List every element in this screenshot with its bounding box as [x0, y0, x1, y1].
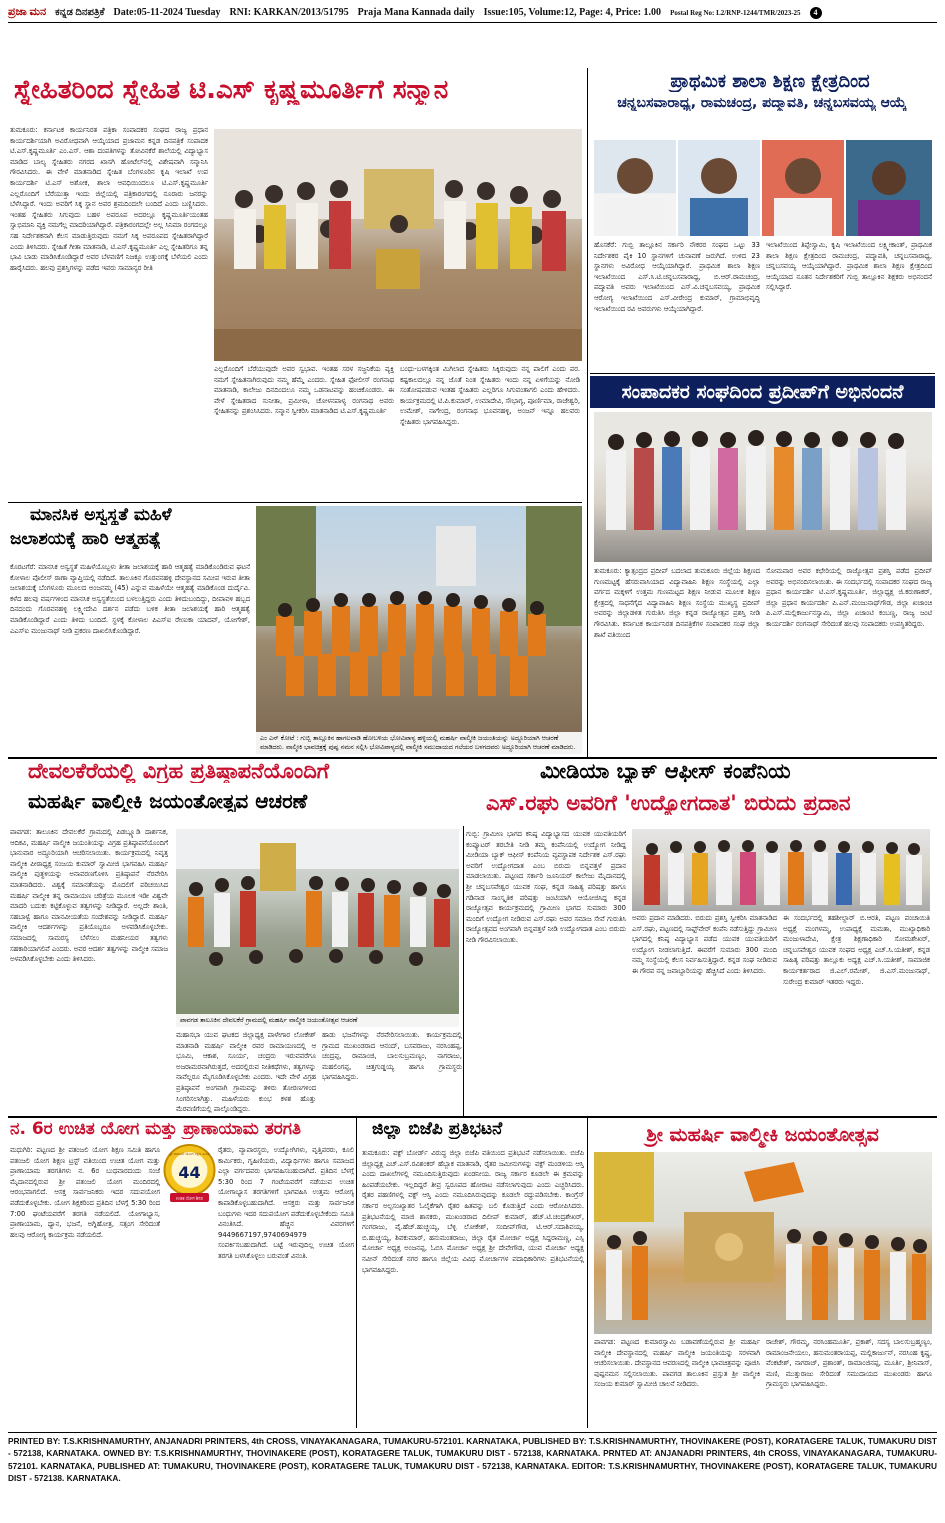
story6-col2: ಅವರು ಪ್ರದಾನ ಮಾಡಿದರು. ಬಿರುದು ಪ್ರಶಸ್ತಿ ಸ್ವೀಕರಿಸಿ ಮಾತನಾಡಿದ ಎಸ್.ರಘು, ಪಟ್ಟಣದಲ್ಲಿ ಸಾಫ್ಟ್‌ವೇರ್ ಕಂಪೆನಿ ನಡೆಸುತ್ತಿದ್ದು ಗ್ರಾಮೀಣ ಭಾಗದಲ್ಲಿ ಕನಿಷ್ಠ ವಿದ್ಯಾಭ್ಯಾಸ ಪಡೆದ ಯುವಕ ಯುವತಿಯರಿಗೆ ಉದ್ಯೋಗ ನೀಡಲಾಗುತ್ತಿದೆ. ಈವರೆಗೆ ಸುಮಾರು 300 ಮಂದಿ ನಮ್ಮ ಸಂಸ್ಥೆಯಲ್ಲಿ ಕೆಲಸ ನಿರ್ವಹಿಸುತ್ತಿದ್ದಾರೆ. ಕನ್ನಡ ಸಂಘ ನೀಡಿರುವ ಈ ಗೌರವ ನನ್ನ ಜವಾಬ್ದಾರಿಯನ್ನು ಹೆಚ್ಚಿಸಿದೆ ಎಂದು ತಿಳಿಸಿದರು. [632, 914, 777, 975]
story3-subhead: ಚನ್ನಬಸವಾರಾಧ್ಯ, ರಾಮಚಂದ್ರ, ಪದ್ಮಾವತಿ, ಚನ್ನಬಸವಯ್ಯ ಆಯ್ಕೆ [617, 96, 907, 111]
story5-photo-group [176, 829, 459, 1027]
story1-col1: ತುಮಕೂರು: ಕರ್ನಾಟಕ ಕಾರ್ಯನಿರತ ಪತ್ರಿಕಾ ಸಂಪಾದಕರ ಸಂಘದ ರಾಜ್ಯ ಪ್ರಧಾನ ಕಾರ್ಯದರ್ಶಿಯಾಗಿ ಅವಿರೋಧವಾಗಿ ಆಯ್ಕೆಯಾದ ಪ್ರಜಾಮನ ಕನ್ನಡ ದಿನಪತ್ರಿಕೆ ಸಂಪಾದಕ ಟಿ.ಎಸ್.ಕೃಷ್ಣಮೂರ್ತಿ ಎಂ.ಎಸ್. ಆಶಾ ದಂಪತಿಗಳನ್ನು ತೋವಿನಕೆರೆ ಶಾಲೆಯಲ್ಲಿ ವಿದ್ಯಾಭ್ಯಾಸ ಮಾಡಿದ ಬಾಲ್ಯ ಸ್ನೇಹಿತರು ನಗರದ ಖಾಸಗಿ ಹೋಟೆಲ್‌ನಲ್ಲಿ ವಿಶೇಷವಾಗಿ ಸನ್ಮಾನಿಸಿ ಗೌರವಿಸಿದರು. ಈ ವೇಳೆ ಮಾತನಾಡಿದ ಸ್ನೇಹಿತ ಬೆಂಗಳೂರಿನ ಕೃಷಿ ಇಲಾಖೆ ಉಪ ಕಾರ್ಯದರ್ಶಿ ಟಿ.ಎಸ್ ಅಶೋಕ, ಶಾಲಾ ಆವಧಿಯಿಂದಲೂ ಟಿ.ಎಸ್.ಕೃಷ್ಣಮೂರ್ತಿ ಎಲ್ಲರೊಂದಿಗೆ ಬೆರೆಯುತ್ತಾ ಇಂದು ಜಿಲ್ಲೆಯಲ್ಲಿ ಪತ್ರಿಕಾರಂಗದಲ್ಲಿ ನೂರಾರು ಜನರನ್ನು ಬೆಳೆಸಿದ್ದಾರೆ. ಇಂದು ಅವರಿಗೆ ಸಿಕ್ಕ ಸ್ಥಾನ ಅವರ ಶ್ರಮದಿಂದಲೇ ಬಂದಿದೆ ಎಂದು ಬಣ್ಣಿಸಿದರು. ಇಂತಹ ಸ್ನೇಹಿತರು ಸಿಗುವುದು ಬಹಳ ಅಪರೂಪ ಅದರಲ್ಲೂ ಕೃಷ್ಣಮೂರ್ತಿಯಂತಹ ಸ್ವಾಭಿಮಾನಿ ವ್ಯಕ್ತಿ ನಮಗೆಲ್ಲ ಮಾದರಿಯಾಗಿದ್ದಾರೆ. ಪತ್ರಿಕಾರಂಗದಲ್ಲೇ ಅಲ್ಲ ಸಿನಿಮಾ ರಂಗದಲ್ಲೂ ಸಹ ನಿರ್ದೇಶಕನಾಗಿ ಕೆಲಸ ಮಾಡುತ್ತಿರುವುದು ನಮಗೆ ಸಿಕ್ಕ ಅಪರೂಪದ ಸ್ನೇಹಿತರಾಗಿದ್ದಾರೆ ಎಂದು ತಿಳಿಸಿದರು. ಸ್ನೇಹಿತೆ ಗೀತಾ ಮಾತನಾಡಿ, ಟಿ.ಎಸ್.ಕೃಷ್ಣಮೂರ್ತಿ ಎಲ್ಲ ಸ್ನೇಹಿತರಿಗೂ ತನ್ನ ಭಾವಿ ಬಾಡು ಮಾಡಿಸಿಕೊಂಡಿದ್ದಾರೆ ಅವರ ಬೆಳವಣಿಗೆ ನಿಜಕ್ಕೂ ಉತ್ತುಂಗಕ್ಕೆ ಬೆಳೆಯಲಿ ಎಂದು ಹಾರೈಸಿದರು. ಹಲವು ಪ್ರಶಸ್ತಿಗಳನ್ನು ಪಡೆದ ಇವರು ಸಾಮಾನ್ಯರ ರೀತಿ [10, 126, 208, 272]
valmiki-rally-caption: ಎಂ ಎನ್ ಕೋಟೆ : ಗುಬ್ಬಿ ತಾಲ್ಲೂಕಿನ ಹಾಗಲವಾಡಿ ಹೋಬಳಿಯ ಭೋವಿಪಾಳ್ಯ ಹಳ್ಳಿಯಲ್ಲಿ ಮಹರ್ಷಿ ವಾಲ್ಮೀಕಿ ಜಯಂತಿಯನ್ನು ಅದ್ದೂರಿಯಾಗಿ ಆಚರಣೆ ಮಾಡಿದರು. ವಾಲ್ಮೀಕಿ ಭಾವಚಿತ್ರಕ್ಕೆ ಪುಷ್ಪ ನಮನ ಸಲ್ಲಿಸಿ ಭೋವಿಪಾಳ್ಯದಲ್ಲಿ ವಾಲ್ಮೀಕಿ ಸಮುದಾಯದ ಗಲೆಯರ ಬಳಗದವರು ಅದ್ದೂರಿಯಾಗಿ ಆಚರಣೆ ಮಾಡಿದರು. [256, 732, 582, 754]
badge-number: 44 [178, 1163, 201, 1182]
paper-name: Praja Mana Kannada daily [357, 7, 475, 18]
story9-headline: ಶ್ರೀ ಮಹರ್ಷಿ ವಾಲ್ಮೀಕಿ ಜಯಂತೋತ್ಸವ [590, 1120, 935, 1150]
story1-col2: ಎಲ್ಲರೊಂದಿಗೆ ಬೆರೆಯುವುದೇ ಅವರ ಸ್ವಭಾವ. ಇಂತಹ ಸರಳ ಸಜ್ಜನಿಕೆಯ ವ್ಯಕ್ತಿ ನಮಗೆ ಸ್ನೇಹಿತನಾಗಿರುವುದು ನಮ್ಮ ಹೆಮ್ಮೆ ಎಂದರು. ಸ್ನೇಹಿತ ಫೋಲೀಸ್ ರಂಗನಾಥ ಮಾತನಾಡಿ, ಕಾಲೇಜು ದಿನದಿಂದಲೂ ನಮ್ಮ ಒಡನಾಟವನ್ನು ಹಂಚಿಕೊಂಡರು. ಈ ವೇಳೆ ಸ್ನೇಹಿತರಾದ ಸುನೀತಾ, ಪ್ರಮೀಳಾ, ಚೋಳನಪಾಳ್ಯ ರಂಗನಾಥ ಅವರು ಸ್ನೇಹಿತನನ್ನು ಪ್ರಶಂಸಿಸಿದರು. ಸನ್ಮಾನ ಸ್ವೀಕರಿಸಿ ಮಾತನಾಡಿದ ಟಿ.ಎಸ್.ಕೃಷ್ಣಮೂರ್ತಿ [214, 365, 394, 416]
story6-photo [632, 829, 930, 911]
story2-headline-2: ಜಲಾಶಯಕ್ಕೆ ಹಾರಿ ಆತ್ಮಹತ್ಯೆ [10, 530, 161, 549]
story5-headline-2: ಮಹರ್ಷಿ ವಾಲ್ಮೀಕಿ ಜಯಂತೋತ್ಸವ ಆಚರಣೆ [28, 790, 308, 812]
portrait-2-figure [678, 140, 760, 236]
story1-col3: ಬಂಧು-ಬಳಗಕ್ಕಿಂತ ಮಿಗಿಲಾದ ಸ್ನೇಹಿತರು ಸಿಕ್ಕಿರುವುದು ನನ್ನ ಪಾಲಿಗೆ ಎಂದು ಪರ. ಕಷ್ಟಕಾಲದಲ್ಲೂ ನನ್ನ ಜೊತೆ ನಿಂತ ಸ್ನೇಹಿತರು ಇಂದು ನನ್ನ ಏಳಿಗೆಯನ್ನು ನೋಡಿ ಸಂತೋಷಪಡುವ ಇಂತಹ ಸ್ನೇಹಿತರು ಎಲ್ಲರಿಗೂ ಸಿಗುವಂತಾಗಲಿ ಎಂದು ಹೇಳಿದರು. ಕಾರ್ಯಕ್ರಮದಲ್ಲಿ ಟಿ.ಪಿ.ಕುಮಾರ್, ಉಮಾದೇವಿ, ಸೌಭಾಗ್ಯ, ಪೂರ್ಣಿಮಾ, ರಾಜೇಶ್ವರಿ, ಉಮೇಶ್, ನಾಗೇಂದ್ರ, ರಂಗನಾಥ ಭೂವನಹಳ್ಳಿ, ಅಂಜನ್ ಇನ್ನೂ ಹಲವರು ಸ್ನೇಹಿತರು ಭಾಗವಹಿಸಿದ್ದರು. [400, 365, 580, 426]
brand-name: ಪ್ರಜಾ ಮನ [8, 6, 47, 18]
story9-col2: ರಾಜೇಶ್, ಗೌರಮ್ಮ, ನರಸಿಂಹಮೂರ್ತಿ, ಪ್ರಕಾಶ್, ಸದಸ್ಯ ಬಾಲಸುಬ್ರಹ್ಮಣ್ಯಂ, ರಾಮಾಂಜನೇಯಲು, ಹನುಮಂತರಾಯಪ್ಪ, ಮಲ್ಲಿಕಾರ್ಜುನ್, ನರಸಿಂಹ ಕೃಷ್ಣ, ವೆಂಕಟೇಶ್, ನಾಗರಾಜ್, ಪ್ರಶಾಂತ್, ರಾಮಾಂಜಿನಪ್ಪ, ಮೂರ್ತಿ, ಶ್ರೀನಿವಾಸ್, ಮಣಿ, ಮುತ್ತುರಾಜು ಸೇರಿದಂತೆ ಸಮುದಾಯದ ಮುಖಂಡರು ಹಾಗೂ ಗ್ರಾಮಸ್ಥರು ಭಾಗವಹಿಸಿದ್ದರು. [766, 1338, 932, 1389]
story5-col2: ಮಹಾಸಭಾ ಯುವ ಘಟಕದ ಜಿಲ್ಲಾಧ್ಯಕ್ಷ ಪಾಳೇಗಾರ ಲೋಕೇಶ್ ಮಾತನಾಡಿ ಮಹರ್ಷಿ ವಾಲ್ಮೀಕಿ ರವರ ರಾಮಾಯಣದಲ್ಲಿ ಆ ಭೂಮಿ, ಆಕಾಶ, ಸೂರ್ಯ, ಚಂದ್ರರು ಇರುವವರೆಗೂ ಅಜರಾಮರವಾಗಿರುತ್ತದೆ, ಅದರಲ್ಲಿರುವ ನೀತಿಕಥೆಗಳು, ತತ್ವಗಳನ್ನು ನಾವೆಲ್ಲರೂ ಮೈಗೂಡಿಸಿಕೊಳ್ಳಬೇಕು ಎಂದರು. ಇದೇ ವೇಳೆ ವಿಗ್ರಹ ಪ್ರತಿಷ್ಠಾಪನೆ ಅಂಗವಾಗಿ ಗ್ರಾಮವನ್ನು ತಳಿರು ತೋರಣಗಳಿಂದ ಸಿಂಗರಿಸಲಾಗಿತ್ತು. ಮಹಿಳೆಯರು ಕುಂಭ ಕಳಶ ಹೊತ್ತು ಮೆರವಣಿಗೆಯಲ್ಲಿ ಪಾಲ್ಗೊಂಡಿದ್ದರು. [176, 1031, 316, 1114]
valmiki-rally-photo [256, 506, 582, 754]
portrait-3 [762, 140, 844, 236]
ceremony-illustration [176, 829, 459, 1027]
story5-caption: ಪಾವಗಡ ತಾಲೂಕಿನ ದೇವಲಕೆರೆ ಗ್ರಾಮದಲ್ಲಿ ಮಹರ್ಷಿ ವಾಲ್ಮೀಕಿ ಜಯಂತೋತ್ಸವ ಆಚರಣೆ [176, 1014, 459, 1027]
story5-headline-1: ದೇವಲಕೆರೆಯಲ್ಲಿ ವಿಗ್ರಹ ಪ್ರತಿಷ್ಠಾಪನೆಯೊಂದಿಗೆ [28, 760, 329, 783]
story7-headline: ನ. 6ರ ಉಚಿತ ಯೋಗ ಮತ್ತು ಪ್ರಾಣಾಯಾಮ ತರಗತಿ [10, 1120, 301, 1139]
story4-headline: ಸಂಪಾದಕರ ಸಂಘದಿಂದ ಪ್ರದೀಪ್‌ಗೆ ಅಭಿನಂದನೆ [590, 376, 935, 408]
portrait-4-figure [846, 140, 932, 236]
page-number: 4 [810, 7, 822, 19]
rally-illustration [256, 506, 582, 754]
award-illustration [632, 829, 930, 911]
group-photo-illustration [214, 129, 582, 361]
masthead [8, 3, 937, 23]
portrait-2 [678, 140, 760, 236]
story6-col3: ಈ ಸಂದರ್ಭದಲ್ಲಿ ತಹಶೀಲ್ದಾರ್ ಬಿ.ಆರತಿ, ಪಟ್ಟಣ ಪಂಚಾಯಿತಿ ಅಧ್ಯಕ್ಷೆ ಮಂಗಳಮ್ಮ, ಉಪಾಧ್ಯಕ್ಷೆ ಮಮತಾ, ಮುಖ್ಯಾಧಿಕಾರಿ ಮಂಜುಳಾದೇವಿ, ಕ್ಷೇತ್ರ ಶಿಕ್ಷಣಾಧಿಕಾರಿ ಸೋಮಶೇಖರ್, ಚನ್ನಬಸವೇಶ್ವರ ಯುವಕ ಸಂಘದ ಅಧ್ಯಕ್ಷ ಎಚ್.ಸಿ.ಯತೀಶ್, ಕನ್ನಡ ಸಾಹಿತ್ಯ ಪರಿಷತ್ತು ತಾಲ್ಲೂಕು ಅಧ್ಯಕ್ಷ ಎಚ್.ಸಿ.ಯತೀಶ್, ಸಾಮಾಜಿಕ ಕಾರ್ಯಕರ್ತರಾದ ಜಿ.ಎಲ್.ರಮೇಶ್, ಜಿ.ಎಸ್.ಮಂಜುನಾಥ್, ಸುರೇಂದ್ರ ಕುಮಾರ್ ಇತರರು ಇದ್ದರು. [783, 914, 930, 986]
story5-col1: ಪಾವಗಡ: ತಾಲೂಕಿನ ದೇವಲಕೆರೆ ಗ್ರಾಮದಲ್ಲಿ ಪಿಡಬ್ಲ್ಯೂಡಿ ದಾರ್ಶನಿಕ, ಆದಿಕವಿ, ಮಹರ್ಷಿ ವಾಲ್ಮೀಕಿ ಜಯಂತಿಯನ್ನು ವಿಗ್ರಹ ಪ್ರತಿಷ್ಠಾಪನೆಯೊಂದಿಗೆ ಭಾನುವಾರ ಅದ್ಧೂರಿಯಾಗಿ ಆಚರಿಸಲಾಯಿತು. ಕಾರ್ಯಕ್ರಮದಲ್ಲಿ ನಿವೃತ್ತ ವಾಲ್ಮೀಕಿ ಪೀಠಾಧ್ಯಕ್ಷ ಸಂಜಯ ಕುಮಾರ್ ಸ್ವಾಮೀಜಿ ಭಾಗವಹಿಸಿ ಮಹರ್ಷಿ ವಾಲ್ಮೀಕಿ ಪುತ್ಥಳಿಯನ್ನು ಅನಾವರಣಗೊಳಿಸಿ ಪ್ರತಿಷ್ಠಾಪನೆ ನೆರವೇರಿಸಿ ಮಾತನಾಡಿದರು. ವಿಶ್ವಕ್ಕೆ ಸಮಾನತೆಯನ್ನು ಮೊದಲಿಗೆ ಪರಿಚಯಿಸಿದ ಮಹರ್ಷಿ ವಾಲ್ಮೀಕಿ ತನ್ನ ರಾಮಾಯಣ ಚರಿತ್ರೆಯ ಮೂಲಕ ಇಡೀ ವಿಶ್ವವೇ ಮಾದರಿ ಬದುಕು ಕಟ್ಟಿಕೊಳ್ಳುವ ತತ್ವಗಳನ್ನು ನೀಡಿದ್ದಾರೆ. ಅಲ್ಲದೇ ಶಾಂತಿ, ಸಹಬಾಳ್ವೆ ಹಾಗೂ ಮಾನವೀಯತೆಯ ಸಂದೇಶವನ್ನು ನೀಡಿದ್ದಾರೆ. ಮಹರ್ಷಿ ವಾಲ್ಮೀಕಿ ಆದರ್ಶಗಳನ್ನು ಪ್ರತಿಯೊಬ್ಬರೂ ಅಳವಡಿಸಿಕೊಳ್ಳಬೇಕು. ಸಮಾಜದಲ್ಲಿ ಸಾಮರಸ್ಯ ಬೆಳೆಸಲು ಮಹನೀಯರ ತತ್ವಗಳು ಸಹಕಾರಿಯಾಗಲಿವೆ ಎಂದರು. ಅವರ ಆದರ್ಶ ತತ್ವಗಳನ್ನು ವಾಲ್ಮೀಕಿ ಸಮಾಜ ಅಳವಡಿಸಿಕೊಳ್ಳಬೇಕು ಎಂದು ತಿಳಿಸಿದರು. [10, 828, 168, 964]
portrait-1-figure [594, 140, 676, 236]
story3-col1: ಹೊಸಕೆರೆ: ಗುಬ್ಬಿ ತಾಲ್ಲೂಕಿನ ಸರ್ಕಾರಿ ನೌಕರರ ಸಂಘದ ಒಟ್ಟು 33 ನಿರ್ದೇಶಕರ ಪೈಕಿ 10 ಸ್ಥಾನಗಳಿಗೆ ಚುನಾವಣೆ ಜರುಗಿದೆ. ಉಳಿದ 23 ಸ್ಥಾನಗಳು ಅವಿರೋಧ ಆಯ್ಕೆಯಾಗಿದ್ದಾರೆ. ಪ್ರಾಥಮಿಕ ಶಾಲಾ ಶಿಕ್ಷಣ ಇಲಾಖೆಯಿಂದ ಎಸ್.ಸಿ.ಟಿ.ಚನ್ನಬಸವಾರಾಧ್ಯ, ಬಿ.ಆರ್.ರಾಮಚಂದ್ರ, ಪದ್ಮಾವತಿ ಅವರು ಇಲಾಖೆಯಿಂದ ಎಸ್.ವಿ.ಚನ್ನಬಸವಯ್ಯ, ಪ್ರಾಥಮಿಕ ಆರೋಗ್ಯ ಇಲಾಖೆಯಿಂದ ಎಸ್.ವೀರೇಂದ್ರ ಕುಮಾರ್, ಗ್ರಾಮಾಭಿವೃದ್ಧಿ ಇಲಾಖೆಯಿಂದ ರವಿ ಅವರುಗಳು ಆಯ್ಕೆಯಾಗಿದ್ದಾರೆ. [594, 241, 760, 313]
felicitation-illustration [594, 412, 932, 562]
postal-reg: Postal Reg No: L2/RNP-1244/TMR/2023-25 [670, 8, 801, 17]
story7-col2: ರೈತರು, ವ್ಯಾಪಾರಸ್ಥರು, ಉದ್ಯೋಗಿಗಳು, ವೃತ್ತಿಪರರು, ಕೂಲಿ ಕಾರ್ಮಿಕರು, ಗೃಹಿಣಿಯರು, ವಿದ್ಯಾರ್ಥಿಗಳು ಹಾಗೂ ಸಮಾಜದ ಎಲ್ಲಾ ವರ್ಗದವರು ಭಾಗವಹಿಸಬಹುದಾಗಿದೆ. ಪ್ರತಿದಿನ ಬೆಳಗ್ಗೆ 5:30 ರಿಂದ 7 ಗಂಟೆಯವರೆಗೆ ನಡೆಯುವ ಉಚಿತ ಯೋಗಾಭ್ಯಾಸ ತರಗತಿಗಳಿಗೆ ಭಾಗವಹಿಸಿ ಉತ್ತಮ ಆರೋಗ್ಯ ಕಾಪಾಡಿಕೊಳ್ಳಬಹುದಾಗಿದೆ. ಆಸಕ್ತರು ಮತ್ತು ಸಾರ್ವಜನಿಕ ಬಂಧುಗಳು ಇದರ ಸದುಪಯೋಗ ಪಡೆದುಕೊಳ್ಳಬೇಕೆಂದು ಸಮಿತಿ ವಿನಂತಿಸಿದೆ. ಹೆಚ್ಚಿನ ವಿವರಗಳಿಗೆ 9449667197,9740694979 ಸಂಪರ್ಕಿಸಬಹುದಾಗಿದೆ. ಬಟ್ಟೆ ಇರುವುದಿಲ್ಲ ಉಚಿತ ಯೋಗ ತರಗತಿ ಬಳಸಿಕೊಳ್ಳಲು ಬರುವಂತೆ ವಿನಂತಿ. [218, 1146, 354, 1260]
story2-body: ಕೊರಟಗೆರೆ: ಮಾನಸಿಕ ಅಸ್ವಸ್ಥತೆ ಮಹಿಳೆಯೊಬ್ಬಳು ತೀತಾ ಜಲಾಶಯಕ್ಕೆ ಹಾರಿ ಆತ್ಮಹತ್ಯೆ ಮಾಡಿಕೊಂಡಿರುವ ಘಟನೆ ಕೋಳಾಲ ಪೊಲೀಸ್ ಠಾಣಾ ವ್ಯಾಪ್ತಿಯಲ್ಲಿ ನಡೆದಿದೆ. ತಾಲೂಕಿನ ಗೊರವನಹಳ್ಳಿ ದೇವಸ್ಥಾನದ ಸಮೀಪ ಇರುವ ತೀತಾ ಜಲಾಶಯಕ್ಕೆ ಬೆಂಗಳೂರು ಮೂಲದ ಅಂಜನಮ್ಮ (45) ಎನ್ನುವ ಮಹಿಳೆಯೇ ಆತ್ಮಹತ್ಯೆ ಮಾಡಿಕೊಂಡ ದುರ್ದೈವಿ. ಕಳೆದ ಹಲವು ವರ್ಷಗಳಿಂದ ಮಾನಸಿಕ ಅಸ್ವಸ್ಥತೆಯಿಂದ ಬಳಲುತ್ತಿದ್ದರು ಎಂದು ತಿಳಿದುಬಂದಿದ್ದು, ದೀಪಾವಳಿ ಹಬ್ಬದ ದಿನದಂದು ಗೊರವನಹಳ್ಳಿ ಲಕ್ಷ್ಮೀದೇವಿ ದರ್ಶನ ಪಡೆದು ಬಳಿಕ ತೀತಾ ಜಲಾಶಯಕ್ಕೆ ಹಾರಿ ಆತ್ಮಹತ್ಯೆ ಮಾಡಿಕೊಂಡಿದ್ದಾರೆ ಎಂದು ತಿಳಿದು ಬಂದಿದೆ. ಸ್ಥಳಕ್ಕೆ ಕೋಳಾಲ ಪಿಎಸ್ಐ ರೇಣುಕಾ ಯಾದವ್, ಯೋಗೇಶ್, ಎಎಸ್ಐ ಮಂಜುನಾಥ್ ನೀಡಿ ಪ್ರಕರಣ ದಾಖಲಿಸಿಕೊಂಡಿದ್ದಾರೆ. [10, 563, 250, 635]
portrait-4 [846, 140, 932, 236]
story6-headline-2: ಎಸ್.ರಘು ಅವರಿಗೆ 'ಉದ್ಯೋಗದಾತ' ಬಿರುದು ಪ್ರದಾನ [486, 792, 851, 815]
story8-body: ತುಮಕೂರು: ವಕ್ಫ್ ಬೋರ್ಡ್ ವಿರುದ್ಧ ಜಿಲ್ಲಾ ಬಿಜೆಪಿ ವತಿಯಿಂದ ಪ್ರತಿಭಟನೆ ನಡೆಸಲಾಯಿತು. ಬಿಜೆಪಿ ಜಿಲ್ಲಾಧ್ಯಕ್ಷ ಎಚ್.ಎಸ್.ರವಿಶಂಕರ್ ಹೆಬ್ಬಾಕ ಮಾತನಾಡಿ, ರೈತರ ಜಮೀನುಗಳನ್ನು ವಕ್ಫ್ ಮಂಡಳಿಯ ಆಸ್ತಿ ಎಂದು ದಾಖಲೆಗಳಲ್ಲಿ ನಮೂದಿಸುತ್ತಿರುವುದು ಖಂಡನೀಯ. ರಾಜ್ಯ ಸರ್ಕಾರ ಕೂಡಲೇ ಈ ಕ್ರಮವನ್ನು ಹಿಂಪಡೆಯಬೇಕು. ಇಲ್ಲದಿದ್ದರೆ ತೀವ್ರ ಸ್ವರೂಪದ ಹೋರಾಟ ನಡೆಸಲಾಗುವುದು ಎಂದು ಎಚ್ಚರಿಸಿದರು. ರೈತರ ಪಹಣಿಗಳಲ್ಲಿ ವಕ್ಫ್ ಆಸ್ತಿ ಎಂದು ನಮೂದಿಸಿರುವುದನ್ನು ಕೂಡಲೇ ರದ್ದುಪಡಿಸಬೇಕು. ಕಾಂಗ್ರೆಸ್ ಸರ್ಕಾರ ಅಲ್ಪಸಂಖ್ಯಾತರ ಓಲೈಕೆಗಾಗಿ ರೈತರ ಹಿತವನ್ನು ಬಲಿ ಕೊಡುತ್ತಿದೆ ಎಂದು ಆರೋಪಿಸಿದರು. ಪ್ರತಿಭಟನೆಯಲ್ಲಿ ಮಾಜಿ ಶಾಸಕರು, ಮುಖಂಡರಾದ ದಿಲೀಪ್ ಕುಮಾರ್, ಹೆಚ್.ಟಿ.ಚಂದ್ರಶೇಖರ್, ಗಂಗರಾಜು, ವೈ.ಹೆಚ್.ಹುಚ್ಚಯ್ಯ, ಬೆಳ್ಳಿ ಲೋಕೇಶ್, ಸಂದೀಪ್‌ಗೌಡ, ಟಿ.ಆರ್.ಸದಾಶಿವಯ್ಯ, ಬಿ.ಹುಚ್ಚಯ್ಯ, ಶಿವಕುಮಾರ್, ಹನುಮಂತರಾಜು, ಜಿಲ್ಲಾ ರೈತ ಮೋರ್ಚಾ ಅಧ್ಯಕ್ಷ ಸಿದ್ದರಾಮಣ್ಣ, ಎಸ್ಸಿ ಮೋರ್ಚಾ ಅಧ್ಯಕ್ಷ ಅಂಜನಪ್ಪ, ಓಬಿಸಿ ಮೋರ್ಚಾ ಅಧ್ಯಕ್ಷ ಶ್ರೀ ದೇವೇಗೌಡ, ಯುವ ಮೋರ್ಚಾ ಅಧ್ಯಕ್ಷ ನವೀನ್ ಸೇರಿದಂತೆ ನಗರ ಹಾಗೂ ಜಿಲ್ಲೆಯ ವಿವಿಧ ಮೋರ್ಚಾಗಳ ಪದಾಧಿಕಾರಿಗಳು ಪ್ರತಿಭಟನೆಯಲ್ಲಿ ಭಾಗವಹಿಸಿದ್ದರು. [362, 1149, 584, 1274]
portrait-1 [594, 140, 676, 236]
badge-bottom-text: ಉಚಿತ ಯೋಗ ಶಿಬಿರ [175, 1195, 204, 1201]
brand-tagline: ಕನ್ನಡ ದಿನಪತ್ರಿಕೆ [55, 7, 105, 18]
issue-info: Issue:105, Volume:12, Page: 4, Price: 1.00 [483, 7, 662, 18]
story4-col2: ಸೋಮವಾರ ಅವರ ಕಛೇರಿಯಲ್ಲಿ ರಾಜ್ಯೋತ್ಸವ ಪ್ರಶಸ್ತಿ ಪಡೆದ ಪ್ರದೀಪ್ ಅವರನ್ನು ಅಭಿನಂದಿಸಲಾಯಿತು. ಈ ಸಂದರ್ಭದಲ್ಲಿ ಸಂಪಾದಕರ ಸಂಘದ ರಾಜ್ಯ ಪ್ರಧಾನ ಕಾರ್ಯದರ್ಶಿ ಟಿ.ಎಸ್.ಕೃಷ್ಣಮೂರ್ತಿ, ಜಿಲ್ಲಾಧ್ಯಕ್ಷ ಜಿ.ಕರುಣಾಕರ್, ಜಿಲ್ಲಾ ಪ್ರಧಾನ ಕಾರ್ಯದರ್ಶಿ ಪಿ.ಎನ್.ಮಂಜುನಾಥ್‌ಗೌಡ, ಜಿಲ್ಲಾ ಖಜಾಂಚಿ ಪಿ.ಎಸ್.ಮಲ್ಲಿಕಾರ್ಜುನಸ್ವಾಮಿ, ಜಿಲ್ಲಾ ಏಜಾಂಟಿ ಕಂಬಣ್ಣ, ರಾಜ್ಯ ಜಂಟಿ ಕಾರ್ಯದರ್ಶಿ ರಂಗನಾಥ್ ಸೇರಿದಂತೆ ಹಲವು ಸಂಪಾದಕರು ಉಪಸ್ಥಿತರಿದ್ದರು. [766, 567, 932, 628]
story7-col1: ಮಧುಗಿರಿ: ಪಟ್ಟಣದ ಶ್ರೀ ಪತಂಜಲಿ ಯೋಗ ಶಿಕ್ಷಣ ಸಮಿತಿ ಹಾಗೂ ಪತಂಜಲಿ ಯೋಗ ಶಿಕ್ಷಣ ಟ್ರಸ್ಟ್ ವತಿಯಿಂದ ಉಚಿತ ಯೋಗ ಮತ್ತು ಪ್ರಾಣಾಯಾಮ ತರಗತಿಗಳು ನ. 6ರ ಬುಧವಾರದಂದು ಸಂಜೆ ಮೈದಾನದಲ್ಲಿರುವ ಶ್ರೀ ಪತಂಜಲಿ ಯೋಗ ಮಂದಿರದಲ್ಲಿ ಆರಂಭವಾಗಲಿದೆ. ಆಸಕ್ತ ಸಾರ್ವಜನಿಕರು ಇದರ ಸದುಪಯೋಗ ಪಡೆದುಕೊಳ್ಳಬೇಕು. ಯೋಗ ಶಿಕ್ಷಕರಿಂದ ಪ್ರತಿದಿನ ಬೆಳಗ್ಗೆ 5:30 ರಿಂದ 7:00 ಘಂಟೆಯವರೆಗೆ ತರಗತಿ ನಡೆಯಲಿದೆ. ಯೋಗಾಭ್ಯಾಸ, ಪ್ರಾಣಾಯಾಮ, ಧ್ಯಾನ, ಭಜನೆ, ಅಗ್ನಿಹೋತ್ರ, ಸತ್ಸಂಗ ಸೇರಿದಂತೆ ಹಲವು ಆರೋಗ್ಯ ಕಾರ್ಯಕ್ರಮ ನಡೆಯಲಿದೆ. [10, 1146, 160, 1239]
story3-col2: ಇಲಾಖೆಯಿಂದ ತಿಪ್ಪೇಸ್ವಾಮಿ, ಕೃಷಿ ಇಲಾಖೆಯಿಂದ ಲಕ್ಷ್ಮೀಕಾಂತ್, ಪ್ರಾಥಮಿಕ ಶಾಲಾ ಶಿಕ್ಷಣ ಕ್ಷೇತ್ರದಿಂದ ರಾಮಚಂದ್ರ, ಪದ್ಮಾವತಿ, ಚನ್ನಬಸವಾರಾಧ್ಯ, ಚನ್ನಬಸವಯ್ಯ ಆಯ್ಕೆಯಾಗಿದ್ದಾರೆ. ಪ್ರಾಥಮಿಕ ಶಾಲಾ ಶಿಕ್ಷಣ ಕ್ಷೇತ್ರದಿಂದ ಆಯ್ಕೆಯಾದ ನೂತನ ನಿರ್ದೇಶಕರಿಗೆ ಗುಬ್ಬಿ ತಾಲ್ಲೂಕಿನ ಶಿಕ್ಷಕರು ಅಭಿನಂದನೆ ಸಲ್ಲಿಸಿದ್ದಾರೆ. [766, 241, 932, 292]
yoga-44-badge [162, 1143, 217, 1205]
story1-photo [214, 129, 582, 361]
story2-headline-1: ಮಾನಸಿಕ ಅಸ್ವಸ್ಥತೆ ಮಹಿಳೆ [30, 506, 172, 525]
story6-col1: ಗುಬ್ಬಿ: ಗ್ರಾಮೀಣ ಭಾಗದ ಕನಿಷ್ಠ ವಿದ್ಯಾಭ್ಯಾಸದ ಯುವಕ ಯುವತಿಯರಿಗೆ ಕಂಪ್ಯೂಟರ್ ತರಬೇತಿ ನೀಡಿ ತಮ್ಮ ಕಂಪೆನಿಯಲ್ಲಿ ಉದ್ಯೋಗ ನೀಡಿದ್ದ ಮೀಡಿಯಾ ಬ್ಯಾಕ್ ಆಫೀಸ್ ಕಂಪೆನಿಯ ವ್ಯವಸ್ಥಾಪಕ ನಿರ್ದೇಶಕ ಎಸ್.ರಘು ಅವರಿಗೆ ಉದ್ಯೋಗದಾತ ಎಂಬ ಬಿರುದು ಬಿನ್ನವತ್ತಳೆ ಪ್ರದಾನ ಮಾಡಲಾಯಿತು. ಪಟ್ಟಣದ ಸರ್ಕಾರಿ ಜೂನಿಯರ್ ಕಾಲೇಜು ಮೈದಾನದಲ್ಲಿ ಶ್ರೀ ಚನ್ನಬಸವೇಶ್ವರ ಯುವಕ ಸಂಘ, ಕನ್ನಡ ಸಾಹಿತ್ಯ ಪರಿಷತ್ತು ಹಾಗೂ ಗಡಿನಾಡ ಸಾಂಸ್ಕೃತಿಕ ಪರಿಷತ್ತು ಜಂಟಿಯಾಗಿ ಆಯೋಜಿಸಿದ್ದ ಕನ್ನಡ ರಾಜ್ಯೋತ್ಸವ ಕಾರ್ಯಕ್ರಮದಲ್ಲಿ ಗ್ರಾಮೀಣ ಭಾಗದ ಸುಮಾರು 300 ಮಂದಿಗೆ ಉದ್ಯೋಗ ನೀಡಿರುವ ಎಸ್.ರಘು ಅವರ ಸಮಾಜ ಸೇವೆ ಗುರುತಿಸಿ ರಾಜ್ಯೋತ್ಸವದ ಅಂಗವಾಗಿ ಬಿನ್ನವತ್ತಳೆ ನೀಡಿ ಉದ್ಯೋಗದಾತ ಎಂಬ ಬಿರುದು ನೀಡಿ ಗೌರವಿಸಲಾಯಿತು. [466, 830, 626, 944]
story9-photo [594, 1152, 932, 1334]
jayanti-procession-illustration [594, 1152, 932, 1334]
story5-col3: ಹಾಡು ಭಜನೆಗಳನ್ನು ನೆರವೇರಿಸಲಾಯಿತು. ಕಾರ್ಯಕ್ರಮದಲ್ಲಿ ಗ್ರಾಮದ ಮುಖಂಡರಾದ ಆನಂದ್, ಬಸವರಾಜು, ನರಸಿಂಹಪ್ಪ, ಚಂದ್ರಪ್ಪ, ರಾಮಾಂಜಿ, ಬಾಲಸುಬ್ರಮಣ್ಯಂ, ನಾಗರಾಜು, ಮಹಲಿಂಗಪ್ಪ, ಚಿತ್ತಗುಡ್ಡಯ್ಯ ಹಾಗೂ ಗ್ರಾಮಸ್ಥರು ಭಾಗವಹಿಸಿದ್ದರು. [322, 1031, 462, 1082]
issue-date: Date:05-11-2024 Tuesday [113, 7, 221, 18]
badge-top-text: ಶ್ರೀ ಪತಂಜಲಿ ಯೋಗ ಶಿಕ್ಷಣ ಸಮಿತಿ [169, 1152, 210, 1156]
story6-headline-1: ಮೀಡಿಯಾ ಬ್ಯಾಕ್ ಆಫೀಸ್ ಕಂಪೆನಿಯ [540, 760, 791, 783]
story8-headline: ಜಿಲ್ಲಾ ಬಿಜೆಪಿ ಪ್ರತಿಭಟನೆ [372, 1120, 503, 1139]
story9-col1: ಪಾವಗಡ: ಪಟ್ಟಣದ ಕುಮಾರಸ್ವಾಮಿ ಬಡಾವಣೆಯಲ್ಲಿರುವ ಶ್ರೀ ಮಹರ್ಷಿ ವಾಲ್ಮೀಕಿ ದೇವಸ್ಥಾನದಲ್ಲಿ ಮಹರ್ಷಿ ವಾಲ್ಮೀಕಿ ಜಯಂತಿಯನ್ನು ಸರಳವಾಗಿ ಆಚರಿಸಲಾಯಿತು. ದೇವಸ್ಥಾನದ ಆವರಣದಲ್ಲಿ ವಾಲ್ಮೀಕಿ ಭಾವಚಿತ್ರವನ್ನು ಪೂಜಿಸಿ ಪುಷ್ಪನಮನ ಸಲ್ಲಿಸಲಾಯಿತು. ಪಾವಗಡ ತಾಲೂಕಿನ ಪ್ರಸ್ತುತ ಶ್ರೀ ವಾಲ್ಮೀಕಿ ಸಂಜಯ ಕುಮಾರ್ ಸ್ವಾಮೀಜಿ ಚಾಲನೆ ನೀಡಿದರು. [594, 1338, 760, 1389]
portrait-3-figure [762, 140, 844, 236]
story1-headline: ಸ್ನೇಹಿತರಿಂದ ಸ್ನೇಹಿತ ಟಿ.ಎಸ್ ಕೃಷ್ಣಮೂರ್ತಿಗೆ ಸನ್ಮಾನ [14, 76, 449, 105]
story4-col1: ತುಮಕೂರು: ಕ್ಯಾತ್ಸಂದ್ರದ ಪ್ರದೀಪ್ ಬದಲಾದ ತುಮಕೂರು ಜಿಲ್ಲೆಯ ಶಿಕ್ಷಣದ ಗುಣಮಟ್ಟಕ್ಕೆ ಹೆಸರುವಾಸಿಯಾದ ವಿದ್ಯಾವಾಹಿನಿ ಶಿಕ್ಷಣ ಸಂಸ್ಥೆಯಲ್ಲಿ ಎಲ್ಲಾ ವರ್ಗದ ಮಕ್ಕಳಿಗೆ ಉತ್ತಮ ಗುಣಮಟ್ಟದ ಶಿಕ್ಷಣ ನೀಡುವ ಮೂಲಕ ಶಿಕ್ಷಣ ಕ್ಷೇತ್ರದಲ್ಲಿ ಸಾಧನೆಗೈದ ವಿದ್ಯಾವಾಹಿನಿ ಶಿಕ್ಷಣ ಸಂಸ್ಥೆಯ ಮುಖ್ಯಸ್ಥ ಪ್ರದೀಪ್ ಅವರನ್ನು ಜಿಲ್ಲಾಡಳಿತ ಗುರುತಿಸಿ ಜಿಲ್ಲಾ ಕನ್ನಡ ರಾಜ್ಯೋತ್ಸವ ಪ್ರಶಸ್ತಿ ನೀಡಿ ಗೌರವಿಸಿತು. ಕರ್ನಾಟಕ ಕಾರ್ಯನಿರತ ದಿನಪತ್ರಿಕೆಗಳ ಸಂಪಾದಕರ ಸಂಘ ಜಿಲ್ಲಾ ಶಾಖೆ ವತಿಯಿಂದ [594, 567, 760, 639]
story3-headline: ಪ್ರಾಥಮಿಕ ಶಾಲಾ ಶಿಕ್ಷಣ ಕ್ಷೇತ್ರದಿಂದ [670, 72, 870, 92]
story4-photo [594, 412, 932, 562]
rni-number: RNI: KARKAN/2013/51795 [229, 7, 349, 18]
imprint-line: PRINTED BY: T.S.KRISHNAMURTHY, ANJANADRI PRINTERS, 4th CROSS, VINAYAKANAGARA, TUMAKURU-572101. KARNATAKA, PUBLISHED BY: T.S.KRISHNAMURTHY, THOVINAKERE (POST), KORATAGERE TALUK, TUMAKURU DIST - 572138, KARNATAKA. OWNED BY: T.S.KRISHNAMURTHY, THOVINAKERE (POST), KORATAGERE TALUK, TUMAKURU DIST - 572138, KARNATAKA. PRNTED AT: ANJANADRI PRINTERS, 4th CROSS, VINAYAKANAGARA, TUMAKURU-572101. KARNATAKA, PUBLISHED AT: TUMAKURU, THOVINAKERE (POST), KORATAGERE TALUK, TUMAKURU DIST - 572138, KARNATAKA. EDITOR: T.S.KRISHNAMURTHY, THOVINAKERE (POST), KORATAGERE TALUK, TUMAKURU DIST - 572138. KARNATAKA. [8, 1432, 937, 1485]
